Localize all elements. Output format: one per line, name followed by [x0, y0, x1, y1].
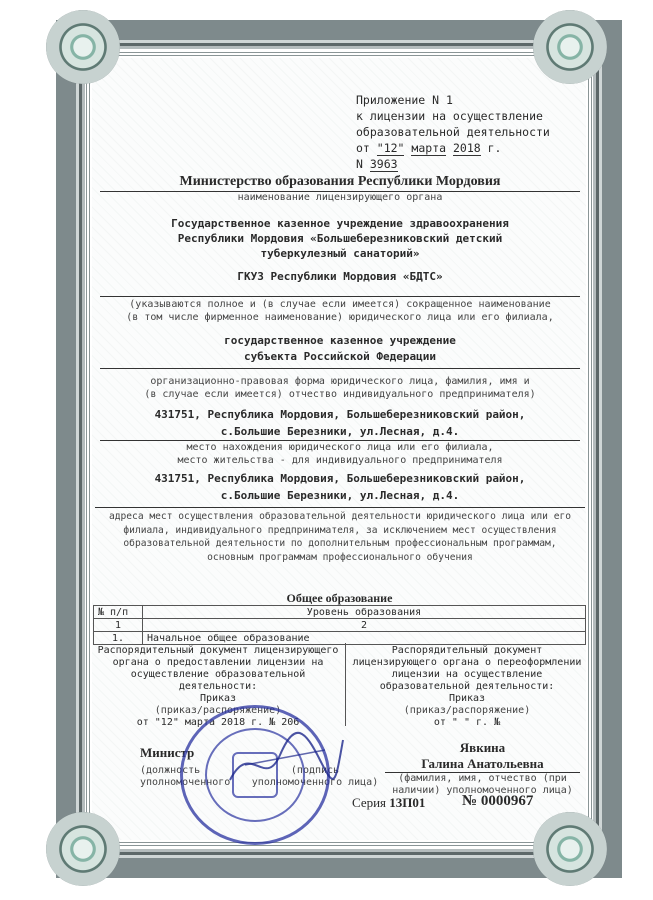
caption-line: (в том числе фирменное наименование) юридического лица или его филиала, [126, 312, 554, 323]
licensing-body-caption: наименование лицензирующего органа [237, 192, 443, 203]
caption-line: адреса мест осуществления образовательной деятельности юридического лица или его [108, 511, 572, 522]
doc-date: от " " г. № [433, 717, 501, 728]
caption-line: уполномоченного лица) [251, 777, 379, 788]
address-caption [95, 441, 585, 467]
corner-rosette-icon [533, 10, 607, 84]
corner-rosette-icon [533, 812, 607, 886]
doc-date: от "12" марта 2018 г. № 206 [136, 717, 300, 728]
appendix-number-value: 3963 [369, 157, 398, 171]
divider [100, 296, 580, 297]
doc-line: Распорядительный документ [391, 645, 543, 656]
caption-line: образовательной деятельности по дополнительным профессиональным программам, [123, 538, 557, 549]
index-num: 1 [94, 619, 143, 632]
doc-type: Приказ [448, 693, 486, 704]
licensing-body-name: Министерство образования Республики Мордовия [179, 174, 501, 189]
caption-line: филиала, индивидуального предпринимателя, за исключением мест осуществления [123, 524, 557, 536]
appendix-line: образовательной деятельности [356, 125, 550, 139]
reissue-document [349, 645, 585, 729]
activity-caption [93, 510, 587, 564]
appendix-month: марта [411, 141, 447, 155]
row-level: Начальное общее образование [143, 632, 586, 645]
doc-type: Приказ [199, 693, 237, 704]
appendix-number-prefix: N [356, 157, 363, 171]
appendix-year-suffix: г. [487, 141, 502, 155]
doc-line: лицензирующего органа о переоформлении [352, 657, 582, 668]
appendix-year: 2018 [452, 141, 481, 155]
name-caption [95, 298, 585, 324]
appendix-number [356, 156, 550, 172]
address-line: с.Большие Березники, ул.Лесная, д.4. [220, 489, 460, 502]
doc-line: органа о предоставлении лицензии на [112, 657, 324, 668]
caption-line: наличии) уполномоченного лица) [392, 785, 573, 796]
caption-line: (подпись [290, 765, 340, 776]
appendix-date-prefix: от [356, 141, 377, 155]
address-line: с.Большие Березники, ул.Лесная, д.4. [220, 425, 460, 438]
doc-line: Распорядительный документ лицензирующего [97, 645, 339, 656]
caption-line: (указываются полное и (в случае если имеется) сокращенное наименование [129, 299, 551, 310]
address-line: 431751, Республика Мордовия, Большеберезниковский район, [154, 472, 526, 485]
header-num: № п/п [94, 606, 143, 619]
number-value: 0000967 [480, 793, 534, 809]
legal-form-caption [95, 375, 585, 401]
caption-line: основным программам профессионального обучения [207, 551, 473, 563]
org-name-line: Государственное казенное учреждение здравоохранения [171, 217, 509, 230]
number-label: № [462, 793, 478, 809]
doc-line: деятельности: [178, 681, 258, 692]
appendix-header [356, 92, 550, 172]
legal-form-line: субъекта Российской Федерации [243, 350, 437, 363]
doc-type-caption: (приказ/распоряжение) [154, 705, 282, 716]
appendix-line: к лицензии на осуществление [356, 109, 543, 123]
doc-line: образовательной деятельности: [379, 681, 555, 692]
corner-rosette-icon [46, 10, 120, 84]
divider [100, 368, 580, 369]
doc-line: осуществление образовательной [130, 669, 306, 680]
caption-line: место жительства - для индивидуального предпринимателя [177, 455, 503, 466]
appendix-date [356, 140, 550, 156]
handwritten-signature [225, 720, 345, 800]
appendix-line: Приложение N 1 [356, 93, 453, 107]
org-name-line: Республики Мордовия «Большеберезниковский детский [177, 232, 503, 245]
organization-short-name: ГКУЗ Республики Мордовия «БДТС» [237, 270, 443, 283]
signer-surname: Явкина [459, 740, 506, 755]
doc-type-caption: (приказ/распоряжение) [403, 705, 531, 716]
table-header-row [94, 606, 586, 619]
row-num: 1. [94, 632, 143, 645]
signer-name [385, 740, 580, 772]
caption-line: уполномоченного [140, 777, 231, 788]
section-title: Общее образование [286, 591, 393, 605]
caption-line: (в случае если имеется) отчество индивидуального предпринимателя) [144, 389, 536, 400]
organization-full-name [100, 216, 580, 261]
table-index-row [94, 619, 586, 632]
address-line: 431751, Республика Мордовия, Большеберезниковский район, [154, 408, 526, 421]
divider [95, 507, 585, 508]
column-divider [345, 643, 346, 726]
header-level: Уровень образования [143, 606, 586, 619]
signer-given-names: Галина Анатольевна [421, 756, 544, 771]
legal-form-line: государственное казенное учреждение [224, 334, 456, 347]
caption-line: (должность [140, 765, 201, 776]
series-value: 13П01 [389, 795, 426, 810]
caption-line: место нахождения юридического лица или его филиала, [186, 442, 494, 453]
blank-series [352, 795, 425, 811]
series-label: Серия [352, 795, 387, 810]
doc-line: лицензии на осуществление [391, 669, 543, 680]
corner-rosette-icon [46, 812, 120, 886]
appendix-day: "12" [376, 141, 405, 155]
caption-line: организационно-правовая форма юридического лица, фамилия, имя и [150, 376, 530, 387]
caption-line: (фамилия, имя, отчество (при [398, 773, 567, 784]
table-row [94, 632, 586, 645]
index-level: 2 [143, 619, 586, 632]
blank-number [462, 793, 533, 810]
legal-address [95, 406, 585, 440]
signer-position: Министр [140, 745, 195, 760]
org-name-line: туберкулезный санаторий» [260, 247, 420, 260]
education-table [93, 605, 586, 645]
legal-form [100, 333, 580, 365]
activity-address [95, 470, 585, 504]
